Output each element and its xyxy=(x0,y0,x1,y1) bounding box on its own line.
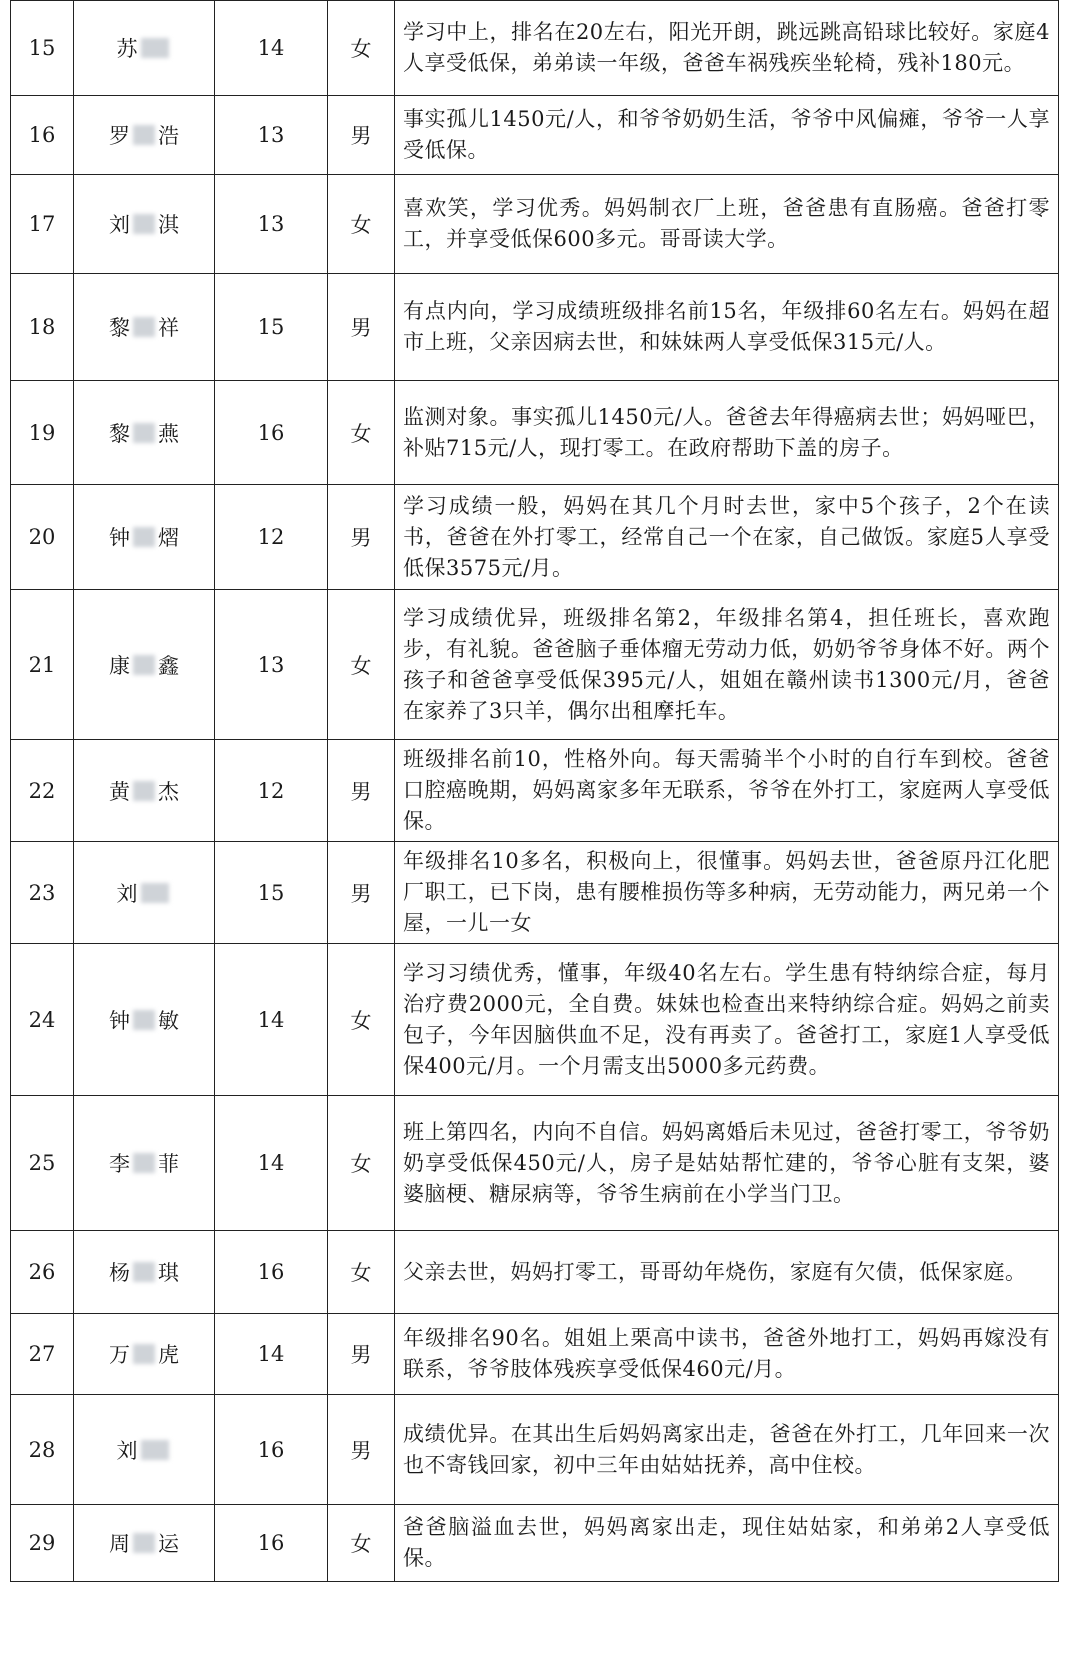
table-row xyxy=(11,590,1059,740)
row-number: 21 xyxy=(11,590,74,740)
name-cell xyxy=(74,1231,215,1314)
name-last: 燕 xyxy=(158,421,179,446)
redaction-blur xyxy=(133,214,155,234)
age-cell: 16 xyxy=(215,1505,328,1582)
age-cell: 16 xyxy=(215,381,328,485)
name-cell xyxy=(74,96,215,175)
gender-cell: 女 xyxy=(328,1505,395,1582)
age-cell: 14 xyxy=(215,1,328,96)
description-cell: 爸爸脑溢血去世，妈妈离家出走，现住姑姑家，和弟弟2人享受低保。 xyxy=(395,1505,1059,1582)
row-number: 18 xyxy=(11,274,74,381)
gender-cell: 男 xyxy=(328,274,395,381)
gender-cell: 男 xyxy=(328,1314,395,1395)
name-first: 杨 xyxy=(109,1261,130,1285)
gender-cell: 女 xyxy=(328,1096,395,1231)
name-cell xyxy=(74,590,215,740)
description-cell: 年级排名90名。姐姐上栗高中读书，爸爸外地打工，妈妈再嫁没有联系，爷爷肢体残疾享受低保460元/月。 xyxy=(395,1314,1059,1395)
redaction-blur xyxy=(141,883,169,903)
age-cell: 16 xyxy=(215,1231,328,1314)
gender-cell: 男 xyxy=(328,1395,395,1505)
table-row xyxy=(11,944,1059,1096)
row-number: 20 xyxy=(11,485,74,590)
age-cell: 13 xyxy=(215,175,328,274)
description-cell: 学习成绩一般，妈妈在其几个月时去世，家中5个孩子，2个在读书，爸爸在外打零工，经常自己一个在家，自己做饭。家庭5人享受低保3575元/月。 xyxy=(395,485,1059,590)
redaction-blur xyxy=(133,1153,155,1173)
name-cell xyxy=(74,1,215,96)
age-cell: 14 xyxy=(215,1096,328,1231)
table-body xyxy=(11,1,1059,1582)
table-row xyxy=(11,740,1059,842)
redaction-blur xyxy=(133,423,155,443)
gender-cell: 女 xyxy=(328,1231,395,1314)
name-last: 浩 xyxy=(158,124,179,148)
redaction-blur xyxy=(133,317,155,337)
redaction-blur xyxy=(133,527,155,547)
description-cell: 监测对象。事实孤儿1450元/人。爸爸去年得癌病去世；妈妈哑巴，补贴715元/人，现打零工。在政府帮助下盖的房子。 xyxy=(395,381,1059,485)
row-number: 26 xyxy=(11,1231,74,1314)
name-first: 万 xyxy=(109,1343,130,1367)
description-cell: 年级排名10多名，积极向上，很懂事。妈妈去世，爸爸原丹江化肥厂职工，已下岗，患有腰椎损伤等多种病，无劳动能力，两兄弟一个屋，一儿一女 xyxy=(395,842,1059,944)
age-cell: 14 xyxy=(215,944,328,1096)
name-last: 杰 xyxy=(158,779,179,804)
name-cell xyxy=(74,485,215,590)
row-number: 24 xyxy=(11,944,74,1096)
name-first: 苏 xyxy=(116,37,138,61)
name-cell xyxy=(74,274,215,381)
name-first: 刘 xyxy=(116,881,138,906)
gender-cell: 女 xyxy=(328,944,395,1096)
student-table xyxy=(10,0,1059,1582)
row-number: 22 xyxy=(11,740,74,842)
row-number: 16 xyxy=(11,96,74,175)
age-cell: 16 xyxy=(215,1395,328,1505)
description-cell: 成绩优异。在其出生后妈妈离家出走，爸爸在外打工，几年回来一次也不寄钱回家，初中三年由姑姑抚养，高中住校。 xyxy=(395,1395,1059,1505)
table-row xyxy=(11,1395,1059,1505)
description-cell: 学习成绩优异，班级排名第2，年级排名第4，担任班长，喜欢跑步，有礼貌。爸爸脑子垂体瘤无劳动力低，奶奶爷爷身体不好。两个孩子和爸爸享受低保395元/人，姐姐在赣州读书1300元/月，爸爸在家养了3只羊，偶尔出租摩托车。 xyxy=(395,590,1059,740)
redaction-blur xyxy=(133,1533,155,1553)
name-cell xyxy=(74,175,215,274)
row-number: 15 xyxy=(11,1,74,96)
gender-cell: 女 xyxy=(328,1,395,96)
table-row xyxy=(11,1,1059,96)
age-cell: 13 xyxy=(215,590,328,740)
description-cell: 学习中上，排名在20左右，阳光开朗，跳远跳高铅球比较好。家庭4人享受低保，弟弟读一年级，爸爸车祸残疾坐轮椅，残补180元。 xyxy=(395,1,1059,96)
gender-cell: 女 xyxy=(328,175,395,274)
gender-cell: 女 xyxy=(328,590,395,740)
age-cell: 15 xyxy=(215,274,328,381)
name-first: 刘 xyxy=(109,213,130,237)
name-last: 敏 xyxy=(158,1008,179,1033)
gender-cell: 男 xyxy=(328,485,395,590)
gender-cell: 男 xyxy=(328,740,395,842)
name-cell xyxy=(74,1505,215,1582)
redaction-blur xyxy=(133,781,155,801)
description-cell: 父亲去世，妈妈打零工，哥哥幼年烧伤，家庭有欠债，低保家庭。 xyxy=(395,1231,1059,1314)
redaction-blur xyxy=(133,125,155,145)
table-row xyxy=(11,274,1059,381)
name-last: 熠 xyxy=(158,526,179,550)
name-first: 黎 xyxy=(109,421,130,446)
name-first: 李 xyxy=(109,1152,130,1176)
description-cell: 班级排名前10，性格外向。每天需骑半个小时的自行车到校。爸爸口腔癌晚期，妈妈离家多年无联系，爷爷在外打工，家庭两人享受低保。 xyxy=(395,740,1059,842)
row-number: 23 xyxy=(11,842,74,944)
age-cell: 12 xyxy=(215,485,328,590)
redaction-blur xyxy=(133,1344,155,1364)
age-cell: 13 xyxy=(215,96,328,175)
name-last: 鑫 xyxy=(158,653,179,678)
row-number: 17 xyxy=(11,175,74,274)
age-cell: 14 xyxy=(215,1314,328,1395)
age-cell: 12 xyxy=(215,740,328,842)
description-cell: 有点内向，学习成绩班级排名前15名，年级排60名左右。妈妈在超市上班，父亲因病去世，和妹妹两人享受低保315元/人。 xyxy=(395,274,1059,381)
age-cell: 15 xyxy=(215,842,328,944)
table-row xyxy=(11,1505,1059,1582)
name-cell xyxy=(74,1314,215,1395)
table-row xyxy=(11,1231,1059,1314)
gender-cell: 男 xyxy=(328,96,395,175)
name-first: 钟 xyxy=(109,526,130,550)
redaction-blur xyxy=(133,655,155,675)
description-cell: 喜欢笑，学习优秀。妈妈制衣厂上班，爸爸患有直肠癌。爸爸打零工，并享受低保600多元。哥哥读大学。 xyxy=(395,175,1059,274)
table-row xyxy=(11,175,1059,274)
name-cell xyxy=(74,1096,215,1231)
name-last: 祥 xyxy=(158,316,179,340)
name-last: 琪 xyxy=(158,1261,179,1285)
name-cell xyxy=(74,1395,215,1505)
name-last: 菲 xyxy=(158,1152,179,1176)
name-first: 黄 xyxy=(109,779,130,804)
name-cell xyxy=(74,944,215,1096)
name-first: 周 xyxy=(109,1532,130,1556)
table-row xyxy=(11,1096,1059,1231)
row-number: 19 xyxy=(11,381,74,485)
row-number: 27 xyxy=(11,1314,74,1395)
name-first: 刘 xyxy=(116,1438,138,1463)
description-cell: 事实孤儿1450元/人，和爷爷奶奶生活，爷爷中风偏瘫，爷爷一人享受低保。 xyxy=(395,96,1059,175)
row-number: 28 xyxy=(11,1395,74,1505)
row-number: 25 xyxy=(11,1096,74,1231)
name-last: 虎 xyxy=(158,1343,179,1367)
redaction-blur xyxy=(133,1262,155,1282)
redaction-blur xyxy=(141,38,169,58)
table-row xyxy=(11,381,1059,485)
name-cell xyxy=(74,381,215,485)
description-cell: 班上第四名，内向不自信。妈妈离婚后未见过，爸爸打零工，爷爷奶奶享受低保450元/人，房子是姑姑帮忙建的，爷爷心脏有支架，婆婆脑梗、糖尿病等，爷爷生病前在小学当门卫。 xyxy=(395,1096,1059,1231)
gender-cell: 女 xyxy=(328,381,395,485)
name-last: 淇 xyxy=(158,213,179,237)
name-first: 钟 xyxy=(109,1008,130,1033)
table-row xyxy=(11,1314,1059,1395)
description-cell: 学习习绩优秀，懂事，年级40名左右。学生患有特纳综合症，每月治疗费2000元，全自费。妹妹也检查出来特纳综合症。妈妈之前卖包子，今年因脑供血不足，没有再卖了。爸爸打工，家庭1人享受低保400元/月。一个月需支出5000多元药费。 xyxy=(395,944,1059,1096)
redaction-blur xyxy=(133,1010,155,1030)
name-cell xyxy=(74,842,215,944)
row-number: 29 xyxy=(11,1505,74,1582)
redaction-blur xyxy=(141,1440,169,1460)
gender-cell: 男 xyxy=(328,842,395,944)
table-row xyxy=(11,96,1059,175)
name-first: 黎 xyxy=(109,316,130,340)
name-first: 罗 xyxy=(109,124,130,148)
table-row xyxy=(11,485,1059,590)
name-cell xyxy=(74,740,215,842)
name-first: 康 xyxy=(109,653,130,678)
name-last: 运 xyxy=(158,1532,179,1556)
table-row xyxy=(11,842,1059,944)
